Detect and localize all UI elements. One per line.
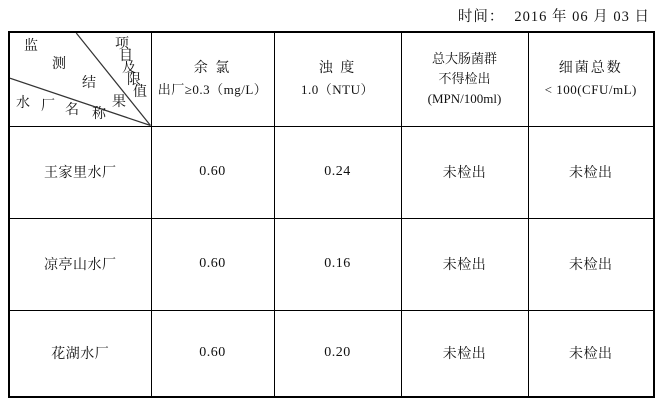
cell-plant-name — [9, 310, 151, 397]
turbidity-header-title: 浊 度 — [318, 61, 357, 77]
bacteria-value: 未检出 — [569, 258, 613, 273]
corner-char-project: 值 — [133, 85, 147, 100]
plant-name-text: 花湖水厂 — [51, 347, 110, 363]
corner-char-plant: 厂 — [41, 99, 55, 114]
corner-char-monitoring: 果 — [112, 95, 126, 110]
timestamp-label: 时间： — [457, 9, 505, 25]
table-row — [9, 218, 654, 310]
corner-char-project: 项 — [115, 37, 129, 52]
water-quality-table — [8, 31, 655, 398]
table-row — [9, 126, 654, 218]
cell-bacteria — [528, 310, 654, 397]
cell-turbidity — [274, 126, 401, 218]
chlorine-header-limit: 出厂≥0.3（mg/L） — [157, 82, 268, 98]
chlorine-value: 0.60 — [199, 345, 226, 361]
corner-char-project: 及 — [122, 61, 136, 76]
corner-char-monitoring: 结 — [82, 76, 96, 91]
chlorine-value: 0.60 — [199, 256, 226, 271]
cell-bacteria — [528, 218, 654, 310]
plant-name-text: 王家里水厂 — [44, 166, 117, 181]
bacteria-value: 未检出 — [569, 347, 613, 363]
column-header-turbidity — [274, 32, 401, 126]
chlorine-header-title: 余 氯 — [193, 61, 232, 77]
table-row — [9, 310, 654, 397]
column-header-coliform — [401, 32, 528, 126]
corner-char-monitoring: 监 — [24, 39, 38, 54]
corner-char-plant: 水 — [16, 96, 30, 111]
chlorine-value: 0.60 — [199, 164, 226, 179]
cell-chlorine — [151, 218, 274, 310]
cell-chlorine — [151, 126, 274, 218]
corner-char-project: 限 — [127, 73, 141, 88]
cell-turbidity — [274, 218, 401, 310]
cell-coliform — [401, 218, 528, 310]
coliform-value: 未检出 — [442, 347, 487, 363]
coliform-value: 未检出 — [442, 166, 487, 181]
report-timestamp — [458, 5, 650, 26]
cell-coliform — [401, 310, 528, 397]
turbidity-value: 0.20 — [324, 345, 351, 361]
coliform-header-limit: 不得检出 — [438, 71, 491, 87]
bacteria-header-title: 细菌总数 — [558, 61, 623, 77]
plant-name-text: 凉亭山水厂 — [44, 258, 117, 273]
column-header-bacteria — [528, 32, 654, 126]
column-header-chlorine — [151, 32, 274, 126]
corner-header-inner — [10, 33, 151, 126]
cell-chlorine — [151, 310, 274, 397]
turbidity-header-limit: 1.0（NTU） — [301, 82, 374, 98]
coliform-header-title: 总大肠菌群 — [431, 51, 497, 67]
bacteria-value: 未检出 — [569, 166, 613, 181]
turbidity-value: 0.16 — [324, 256, 351, 271]
timestamp-value: 2016 年 06 月 03 日 — [514, 9, 650, 25]
corner-char-plant: 名 — [65, 103, 79, 118]
cell-plant-name — [9, 126, 151, 218]
corner-char-plant: 称 — [92, 107, 106, 122]
corner-char-monitoring: 测 — [52, 57, 66, 72]
cell-bacteria — [528, 126, 654, 218]
coliform-value: 未检出 — [442, 258, 487, 273]
coliform-header-unit: (MPN/100ml) — [427, 91, 502, 107]
bacteria-header-limit: < 100(CFU/mL) — [544, 82, 637, 98]
header-row — [9, 32, 654, 126]
cell-plant-name — [9, 218, 151, 310]
corner-header-cell — [9, 32, 151, 126]
cell-coliform — [401, 126, 528, 218]
corner-char-project: 目 — [119, 49, 133, 64]
turbidity-value: 0.24 — [324, 164, 351, 179]
cell-turbidity — [274, 310, 401, 397]
